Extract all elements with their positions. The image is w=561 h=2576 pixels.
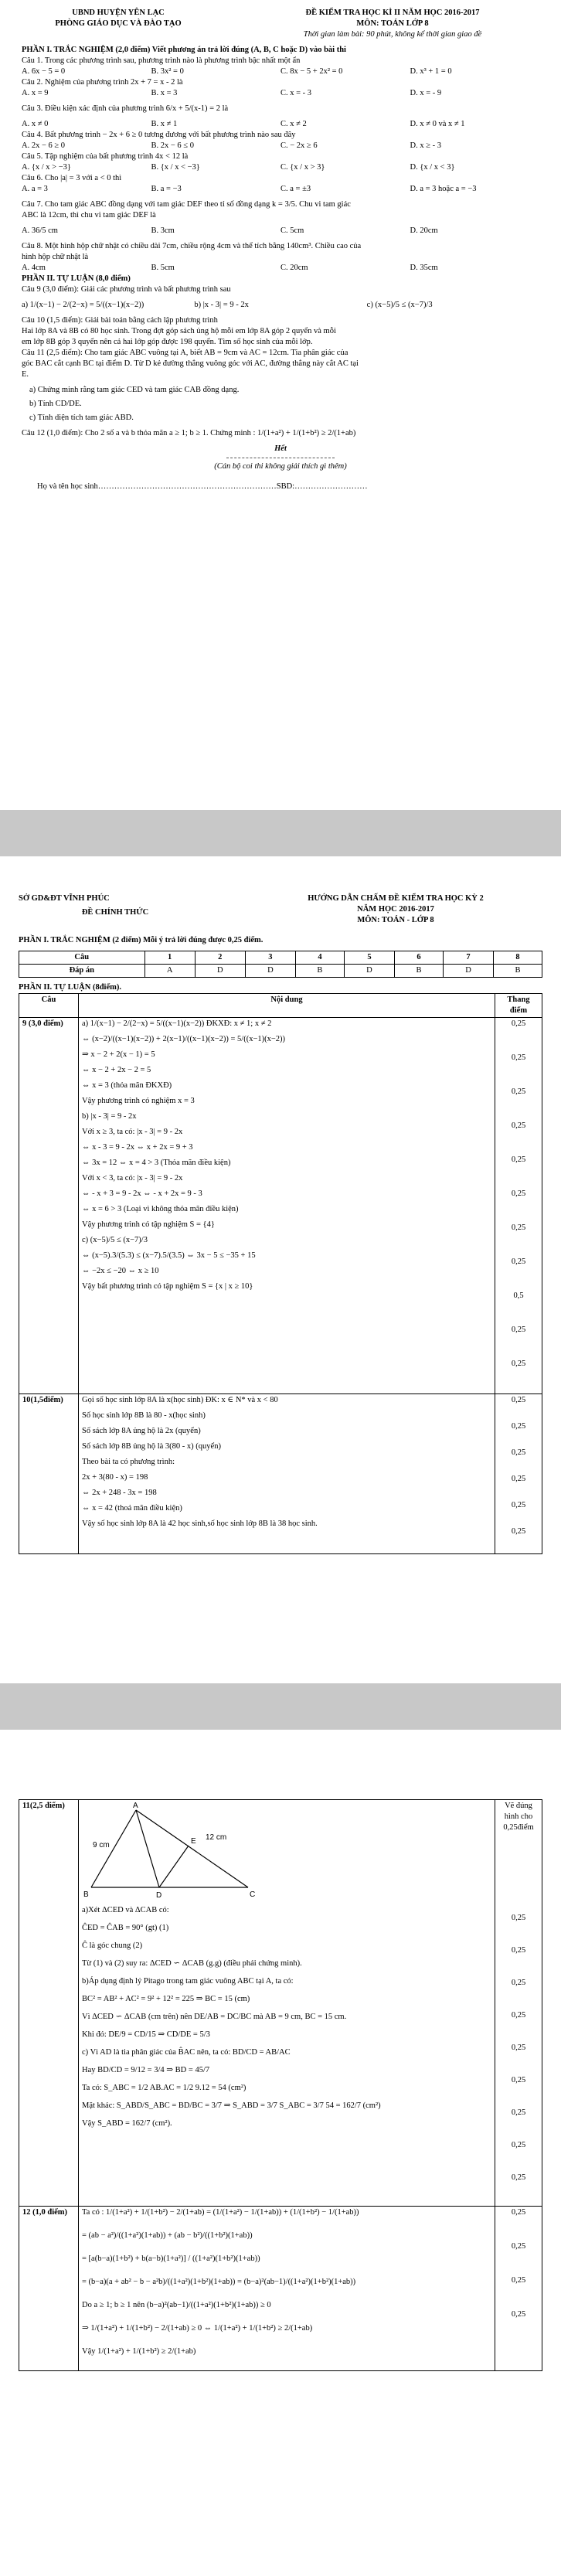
table-cell: D <box>245 965 295 978</box>
solution-line: ⇔ 2x + 248 - 3x = 198 <box>82 1489 157 1497</box>
question-10: Câu 10 (1,5 điểm): Giải bài toán bằng cách lập phương trình <box>22 316 218 325</box>
score-value: 0,25 <box>511 1475 526 1483</box>
score-value: 0,25 <box>511 1527 526 1536</box>
question-8-options <box>22 263 539 274</box>
score-value: 0,25 <box>511 2141 526 2149</box>
answer-key-page <box>0 856 561 1683</box>
question-1: Câu 1. Trong các phương trình sau, phương trình nào là phương trình bậc nhất một ẩn <box>22 56 301 65</box>
question-8-cont: hình hộp chữ nhật là <box>22 253 89 261</box>
option-b: B. 2x − 6 ≤ 0 <box>151 141 194 150</box>
solution-line: ⇒ 1/(1+a²) + 1/(1+b²) − 2/(1+ab) ≥ 0 ⇔ 1/(1+a²) + 1/(1+b²) ≥ 2/(1+ab) <box>82 2324 313 2333</box>
score-value: 0,25 <box>511 1422 526 1431</box>
answer-table <box>19 951 542 978</box>
end-mark: Hết <box>274 444 287 453</box>
option-d: D. x ≠ 0 và x ≠ 1 <box>410 120 465 128</box>
exam-subject: MÔN: TOÁN LỚP 8 <box>356 19 429 28</box>
score-value: 0,25 <box>511 1448 526 1457</box>
triangle-figure <box>82 1801 260 1901</box>
solution-line: = [a(b−a)(1+b²) + b(a−b)(1+a²)] / ((1+a²)(1+b²)(1+ab)) <box>82 2254 260 2263</box>
table-cell: B <box>494 965 542 978</box>
label-a: A <box>133 1802 138 1810</box>
table-cell: B <box>296 965 345 978</box>
option-b: B. a = −3 <box>151 185 182 193</box>
table-header-cell: Nội dung <box>79 994 495 1018</box>
solution-line: Với x < 3, ta có: |x - 3| = 9 - 2x <box>82 1174 183 1183</box>
proctor-note: (Cán bộ coi thi không giải thích gì thêm) <box>214 462 347 471</box>
solution-line: BC² = AB² + AC² = 9² + 12² = 225 ⇒ BC = 15 (cm) <box>82 1995 250 2003</box>
question-9a: a) 1/(x−1) − 2/(2−x) = 5/((x−1)(x−2)) <box>22 301 144 309</box>
score-value: 0,25 <box>511 1396 526 1404</box>
option-d: D. 35cm <box>410 264 438 272</box>
score-value: 0,25 <box>511 1325 526 1334</box>
solution-line: ⇔ (x−5).3/(5.3) ≤ (x−7).5/(3.5) ⇔ 3x − 5 ≤ −35 + 15 <box>82 1251 256 1260</box>
exam-title-block <box>246 8 539 40</box>
question-11c: c) Tính diện tích tam giác ABD. <box>29 413 134 422</box>
agency-name: SỞ GD&ĐT VĨNH PHÚC <box>19 894 110 903</box>
solution-content <box>79 1800 495 2207</box>
question-1-options <box>22 66 539 77</box>
question-7-cont: ABC là 12cm, thì chu vi tam giác DEF là <box>22 211 156 219</box>
question-8: Câu 8. Một hình hộp chữ nhật có chiều dài 7cm, chiều rộng 4cm và thể tích bằng 140cm³. Chiều cao của <box>22 242 362 250</box>
table-row <box>19 951 542 965</box>
table-cell: Đáp án <box>19 965 145 978</box>
table-row <box>19 1800 542 2207</box>
segment-ac <box>136 1810 248 1887</box>
solution-line: c) (x−5)/5 ≤ (x−7)/3 <box>82 1236 148 1244</box>
score-value: 0,25 <box>511 1019 526 1028</box>
score-value: 0,25 <box>511 1053 526 1062</box>
solution-line: Theo bài ta có phương trình: <box>82 1458 175 1466</box>
score-value: 0,25 <box>511 2076 526 2084</box>
solution-line: Vậy S_ABD = 162/7 (cm²). <box>82 2119 172 2128</box>
exam-header <box>22 8 539 40</box>
option-a: A. {x / x > −3} <box>22 163 71 172</box>
table-cell: 7 <box>443 951 493 965</box>
solution-line: Vậy phương trình có tập nghiệm S = {4} <box>82 1220 215 1229</box>
option-d: D. {x / x < 3} <box>410 163 455 172</box>
district-name: UBND HUYỆN YÊN LẠC <box>72 9 165 17</box>
option-b: B. x = 3 <box>151 89 178 97</box>
score-value: 0,25 <box>511 1087 526 1096</box>
option-c: C. − 2x ≥ 6 <box>280 141 318 150</box>
answer-part2-title: PHẦN II. TỰ LUẬN (8điểm). <box>19 983 121 992</box>
table-row <box>19 1018 542 1394</box>
option-b: B. 3cm <box>151 226 175 235</box>
official-label: ĐỀ CHÍNH THỨC <box>81 908 149 917</box>
part2-title: PHẦN II. TỰ LUẬN (8,0 điểm) <box>22 274 131 283</box>
answer-part1-title: PHẦN I. TRẮC NGHIỆM (2 điểm) Mỗi ý trả lời đúng được 0,25 điểm. <box>19 936 264 944</box>
score-column <box>495 1394 542 1554</box>
solution-line: ⇔ −2x ≤ −20 ⇔ x ≥ 10 <box>82 1267 159 1275</box>
question-6-options <box>22 184 539 195</box>
table-cell: A <box>144 965 195 978</box>
table-header-cell: Thang điểm <box>495 994 542 1018</box>
exam-page <box>0 0 561 810</box>
answer-key-page-2 <box>0 1730 561 2576</box>
question-9c: c) (x−5)/5 ≤ (x−7)/3 <box>366 301 433 309</box>
question-9-items <box>22 300 539 311</box>
question-4: Câu 4. Bất phương trình − 2x + 6 ≥ 0 tương đương với bất phương trình nào sau đây <box>22 131 296 139</box>
solution-line: Vậy 1/(1+a²) + 1/(1+b²) ≥ 2/(1+ab) <box>82 2347 196 2356</box>
option-c: C. 5cm <box>280 226 304 235</box>
solution-line: ⇔ x - 3 = 9 - 2x ⇔ x + 2x = 9 + 3 <box>82 1143 193 1152</box>
table-row <box>19 1394 542 1554</box>
solution-line: Số sách lớp 8A ủng hộ là 2x (quyển) <box>82 1427 201 1435</box>
question-11b: b) Tính CD/DE. <box>29 400 82 408</box>
answer-key-title-block <box>249 893 542 926</box>
question-5: Câu 5. Tập nghiệm của bất phương trình 4x < 12 là <box>22 152 189 161</box>
solution-lines <box>82 1905 491 2129</box>
solution-line: Với x ≥ 3, ta có: |x - 3| = 9 - 2x <box>82 1128 183 1136</box>
score-value: 0,25 <box>511 1223 526 1232</box>
score-value: 0,25 <box>511 2011 526 2020</box>
score-column <box>495 1018 542 1394</box>
question-2-options <box>22 88 539 99</box>
option-a: A. 6x − 5 = 0 <box>22 67 66 76</box>
solution-line: ĈED = ĈAB = 90° (gt) (1) <box>82 1924 169 1932</box>
score-value: 0,25 <box>511 1257 526 1266</box>
question-12: Câu 12 (1,0 điểm): Cho 2 số a và b thỏa mãn a ≥ 1; b ≥ 1. Chứng minh : 1/(1+a²) + 1/(1+b²) ≥ 2/(1+ab) <box>22 429 356 437</box>
score-value: 0,25 <box>511 2242 526 2251</box>
question-9b: b) |x - 3| = 9 - 2x <box>194 301 249 309</box>
question-label: 12 (1,0 điểm) <box>19 2207 79 2371</box>
option-b: B. 5cm <box>151 264 175 272</box>
solution-line: ⇔ x = 6 > 3 (Loại vì không thỏa mãn điều kiện) <box>82 1205 239 1213</box>
solution-line: Số sách lớp 8B ủng hộ là 3(80 - x) (quyển) <box>82 1442 221 1451</box>
question-3: Câu 3. Điều kiện xác định của phương trình 6/x + 5/(x-1) = 2 là <box>22 104 229 113</box>
solution-content <box>79 1018 495 1394</box>
solution-line: ⇒ x − 2 + 2(x − 1) = 5 <box>82 1050 155 1059</box>
solution-line: b)Áp dụng định lý Pitago trong tam giác vuông ABC tại A, ta có: <box>82 1977 294 1986</box>
label-ac-length: 12 cm <box>206 1833 227 1842</box>
solution-line: b) |x - 3| = 9 - 2x <box>82 1112 137 1121</box>
table-cell: 5 <box>344 951 394 965</box>
student-name-line: Họ và tên học sinh…………………………………………………………SBD:……………………… <box>37 482 368 491</box>
question-label: 11(2,5 điểm) <box>19 1800 79 2207</box>
option-c: C. a = ±3 <box>280 185 311 193</box>
option-c: C. x = - 3 <box>280 89 312 97</box>
question-4-options <box>22 141 539 151</box>
score-value: 0,5 <box>513 1291 524 1300</box>
question-7-options <box>22 226 539 237</box>
solution-line: Hay BD/CD = 9/12 = 3/4 ⇒ BD = 45/7 <box>82 2066 210 2074</box>
segment-ad <box>136 1810 159 1887</box>
option-d: D. a = 3 hoặc a = −3 <box>410 185 477 193</box>
score-value: 0,25 <box>511 1359 526 1368</box>
solution-line: ⇔ (x−2)/((x−1)(x−2)) + 2(x−1)/((x−1)(x−2)) = 5/((x−1)(x−2)) <box>82 1035 286 1043</box>
option-d: D. 20cm <box>410 226 438 235</box>
answer-key-subject: MÔN: TOÁN - LỚP 8 <box>357 916 434 924</box>
question-11: Câu 11 (2,5 điểm): Cho tam giác ABC vuông tại A, biết AB = 9cm và AC = 12cm. Tia phân giác của <box>22 349 348 357</box>
option-a: A. x ≠ 0 <box>22 120 49 128</box>
label-d: D <box>156 1891 162 1900</box>
option-a: A. 36/5 cm <box>22 226 58 235</box>
option-a: A. a = 3 <box>22 185 48 193</box>
table-row <box>19 2207 542 2371</box>
grading-table-cont <box>19 1799 542 2371</box>
solution-line: = (b−a)(a + ab² − b − a²b)/((1+a²)(1+b²)(1+ab)) = (b−a)²(ab−1)/((1+a²)(1+b²)(1+ab)) <box>82 2278 356 2286</box>
option-a: A. x = 9 <box>22 89 49 97</box>
question-11a: a) Chứng minh rằng tam giác CED và tam giác CAB đồng dạng. <box>29 386 240 394</box>
school-header <box>22 8 215 40</box>
table-row <box>19 965 542 978</box>
solution-line: Vậy bất phương trình có tập nghiệm S = {x | x ≥ 10} <box>82 1282 253 1291</box>
option-a: A. 4cm <box>22 264 46 272</box>
answer-key-title: HƯỚNG DẪN CHẤM ĐỀ KIỂM TRA HỌC KỲ 2 <box>308 894 484 903</box>
solution-line: Do a ≥ 1; b ≥ 1 nên (b−a)²(ab−1)/((1+a²)(1+b²)(1+ab)) ≥ 0 <box>82 2301 271 2309</box>
table-row <box>19 994 542 1018</box>
question-10-text: Hai lớp 8A và 8B có 80 học sinh. Trong đợt góp sách ủng hộ mỗi em lớp 8A góp 2 quyển và mỗi <box>22 327 336 335</box>
option-d: D. x³ + 1 = 0 <box>410 67 452 76</box>
table-cell: B <box>395 965 444 978</box>
score-value: 0,25 <box>511 2043 526 2052</box>
score-value: 0,25 <box>511 1121 526 1130</box>
answer-key-header <box>19 893 542 926</box>
solution-line: Khi đó: DE/9 = CD/15 ⇒ CD/DE = 5/3 <box>82 2030 210 2039</box>
score-column <box>495 1800 542 2207</box>
solution-line: Vậy số học sinh lớp 8A là 42 học sinh,số học sinh lớp 8B là 38 học sinh. <box>82 1519 318 1528</box>
table-cell: D <box>195 965 245 978</box>
table-cell: 3 <box>245 951 295 965</box>
grading-table <box>19 993 542 1554</box>
option-b: B. 3x² = 0 <box>151 67 184 76</box>
score-value: 0,25 <box>511 1155 526 1164</box>
question-label: 9 (3,0 điểm) <box>19 1018 79 1394</box>
option-d: D. x ≥ - 3 <box>410 141 441 150</box>
option-d: D. x = - 9 <box>410 89 442 97</box>
solution-line: Ĉ là góc chung (2) <box>82 1941 143 1950</box>
table-cell: 6 <box>395 951 444 965</box>
label-ab-length: 9 cm <box>93 1841 110 1849</box>
solution-line: Mặt khác: S_ABD/S_ABC = BD/BC = 3/7 ⇒ S_ABD = 3/7 S_ABC = 3/7 54 = 162/7 (cm²) <box>82 2101 381 2110</box>
option-c: C. {x / x > 3} <box>280 163 325 172</box>
solution-line: Ta có : 1/(1+a²) + 1/(1+b²) − 2/(1+ab) = (1/(1+a²) − 1/(1+ab)) + (1/(1+b²) − 1/(1+ab)) <box>82 2208 359 2217</box>
table-cell: 2 <box>195 951 245 965</box>
option-b: B. {x / x < −3} <box>151 163 200 172</box>
solution-line: ⇔ x = 42 (thoả mãn điều kiện) <box>82 1504 182 1513</box>
solution-line: Vậy phương trình có nghiệm x = 3 <box>82 1097 195 1105</box>
segment-de <box>159 1846 189 1887</box>
figure-score-note: Vẽ đúng hình cho 0,25điểm <box>503 1802 534 1832</box>
score-value: 0,25 <box>511 1914 526 1922</box>
solution-line: a) 1/(x−1) − 2/(2−x) = 5/((x−1)(x−2)) ĐKXĐ: x ≠ 1; x ≠ 2 <box>82 1019 272 1028</box>
label-e: E <box>191 1837 196 1846</box>
solution-content <box>79 1394 495 1554</box>
score-value: 0,25 <box>511 1501 526 1509</box>
exam-duration: Thời gian làm bài: 90 phút, không kể thời gian giao đề <box>303 30 482 39</box>
table-header-cell: Câu <box>19 994 79 1018</box>
question-2: Câu 2. Nghiệm của phương trình 2x + 7 = x - 2 là <box>22 78 183 87</box>
solution-line: ⇔ - x + 3 = 9 - 2x ⇔ - x + 2x = 9 - 3 <box>82 1189 202 1198</box>
question-11-cont2: E. <box>22 370 29 379</box>
question-7: Câu 7. Cho tam giác ABC đồng dạng với tam giác DEF theo tỉ số đồng dạng k = 3/5. Chu vi tam giác <box>22 200 351 209</box>
question-11-cont: góc BAC cắt cạnh BC tại điểm D. Từ D kẻ đường thẳng vuông góc với AC, đường thẳng này cắt AC tại <box>22 359 359 368</box>
question-3-options <box>22 119 539 130</box>
solution-line: = (ab − a²)/((1+a²)(1+ab)) + (ab − b²)/((1+b²)(1+ab)) <box>82 2231 253 2240</box>
option-c: C. 8x − 5 + 2x² = 0 <box>280 67 343 76</box>
score-value: 0,25 <box>511 2208 526 2217</box>
solution-line: ⇔ x − 2 + 2x − 2 = 5 <box>82 1066 151 1074</box>
table-cell: D <box>443 965 493 978</box>
score-value: 0,25 <box>511 2276 526 2285</box>
solution-line: Từ (1) và (2) suy ra: ΔCED ∽ ΔCAB (g.g) (điều phải chứng minh). <box>82 1959 302 1968</box>
option-b: B. x ≠ 1 <box>151 120 178 128</box>
score-value: 0,25 <box>511 1979 526 1987</box>
department-name: PHÒNG GIÁO DỤC VÀ ĐÀO TẠO <box>55 19 182 28</box>
solution-content <box>79 2207 495 2371</box>
solution-line: c) Vì AD là tia phân giác của B̂AC nên, ta có: BD/CD = AB/AC <box>82 2048 291 2057</box>
question-label: 10(1,5điểm) <box>19 1394 79 1554</box>
solution-line: Gọi số học sinh lớp 8A là x(học sinh) ĐK: x ∈ N* và x < 80 <box>82 1396 278 1404</box>
score-value: 0,25 <box>511 1189 526 1198</box>
table-cell: Câu <box>19 951 145 965</box>
score-column <box>495 2207 542 2371</box>
solution-line: Ta có: S_ABC = 1/2 AB.AC = 1/2 9.12 = 54 (cm²) <box>82 2084 246 2092</box>
solution-line: ⇔ x = 3 (thỏa mãn ĐKXĐ) <box>82 1081 172 1090</box>
label-c: C <box>250 1890 256 1899</box>
score-value: 0,25 <box>511 2310 526 2319</box>
question-5-options <box>22 162 539 173</box>
solution-line: Số học sinh lớp 8B là 80 - x(học sinh) <box>82 1411 206 1420</box>
solution-line: ⇔ 3x = 12 ⇔ x = 4 > 3 (Thỏa mãn điều kiện) <box>82 1159 231 1167</box>
table-cell: 8 <box>494 951 542 965</box>
solution-line: Vì ΔCED ∽ ΔCAB (cm trên) nên DE/AB = DC/BC mà AB = 9 cm, BC = 15 cm. <box>82 2013 347 2021</box>
solution-line: 2x + 3(80 - x) = 198 <box>82 1473 148 1482</box>
part1-title: PHẦN I. TRẮC NGHIỆM (2,0 điểm) Viết phương án trả lời đúng (A, B, C hoặc D) vào bài thi <box>22 46 346 54</box>
label-b: B <box>83 1890 89 1899</box>
score-value: 0,25 <box>511 1946 526 1955</box>
question-6: Câu 6. Cho |a| = 3 với a < 0 thì <box>22 174 122 182</box>
agency-header <box>19 893 212 926</box>
option-c: C. x ≠ 2 <box>280 120 307 128</box>
exam-title: ĐỀ KIỂM TRA HỌC KÌ II NĂM HỌC 2016-2017 <box>305 9 480 17</box>
score-value: 0,25 <box>511 2173 526 2182</box>
option-a: A. 2x − 6 ≥ 0 <box>22 141 66 150</box>
table-cell: D <box>344 965 394 978</box>
option-c: C. 20cm <box>280 264 308 272</box>
school-year: NĂM HỌC 2016-2017 <box>357 905 434 914</box>
score-value: 0,25 <box>511 2108 526 2117</box>
table-cell: 1 <box>144 951 195 965</box>
score-list <box>498 1913 539 2183</box>
question-10-text-cont: em lớp 8B góp 3 quyển nên cả hai lớp góp được 198 quyển. Tìm số học sinh của mỗi lớp. <box>22 338 313 346</box>
solution-line: a)Xét ΔCED và ΔCAB có: <box>82 1906 169 1914</box>
table-cell: 4 <box>296 951 345 965</box>
question-9: Câu 9 (3,0 điểm): Giải các phương trình và bất phương trình sau <box>22 285 231 294</box>
